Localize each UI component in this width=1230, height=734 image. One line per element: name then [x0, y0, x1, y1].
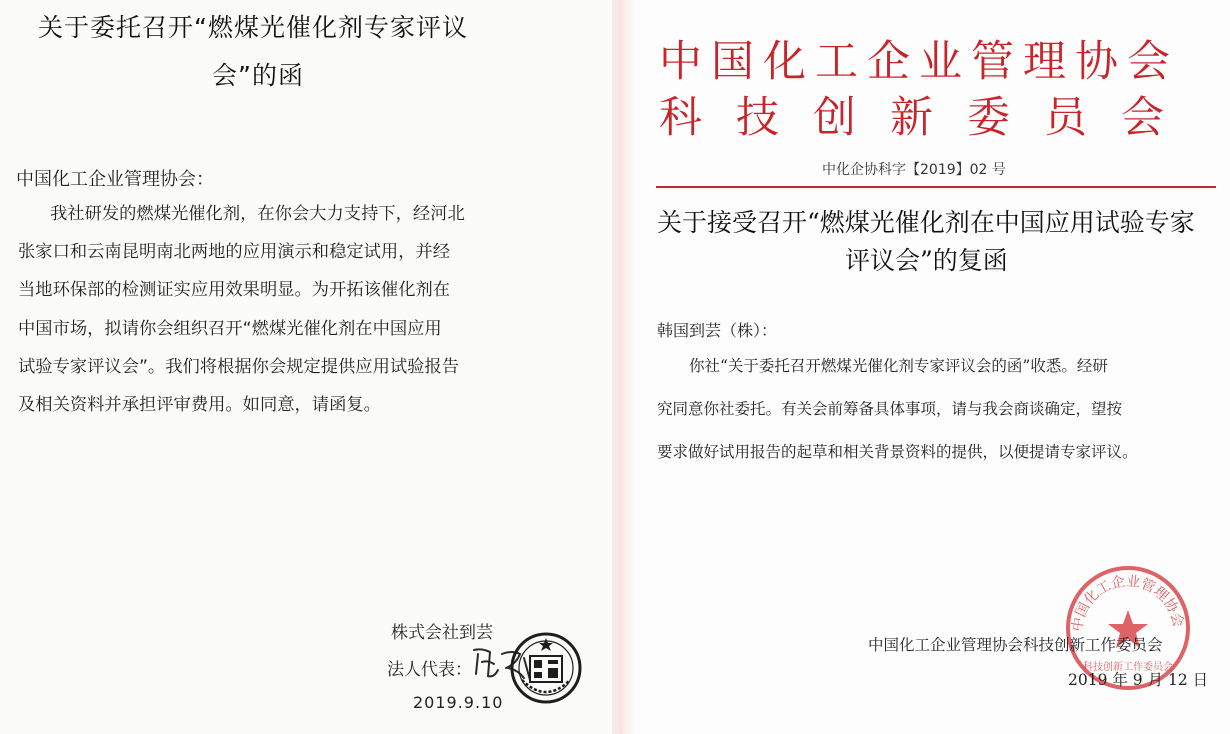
- left-body-line: 我社研发的燃煤光催化剂，在你会大力支持下，经河北: [50, 204, 465, 224]
- right-letter-body: [657, 345, 1217, 474]
- left-body-line: 试验专家评议会”。我们将根据你会规定提供应用试验报告: [18, 356, 459, 377]
- right-letter-date: 2019 年 9 月 12 日: [1068, 671, 1209, 689]
- letterhead-line1: 中国化工企业管理协会: [659, 37, 1179, 87]
- left-legal-rep-label: 法人代表：: [387, 660, 472, 680]
- left-body-line: 及相关资料并承担评审费用。如同意，请函复。: [18, 395, 381, 416]
- right-letter-title-line2: 评议会”的复函: [845, 246, 1008, 275]
- left-letter-salutation: 中国化工企业管理协会：: [16, 169, 214, 190]
- right-body-line: 你社“关于委托召开燃煤光催化剂专家评议会的函”收悉。经研: [689, 357, 1108, 375]
- seal-text-bottom: 科技创新工作委员会: [1083, 662, 1173, 673]
- left-letter-title-line1: 关于委托召开“燃煤光催化剂专家评议: [38, 13, 468, 42]
- right-body-line: 究同意你社委托。有关会前筹备具体事项，请与我会商谈确定，望按: [657, 400, 1123, 418]
- left-letter-date: 2019.9.10: [413, 693, 504, 712]
- left-body-line: 张家口和云南昆明南北两地的应用演示和稳定试用，并经: [18, 242, 451, 263]
- right-signatory: 中国化工企业管理协会科技创新工作委员会: [868, 636, 1163, 654]
- left-letter-body: [18, 195, 518, 424]
- letterhead-line2: 科技创新委员会: [659, 93, 1198, 143]
- left-body-line: 中国市场，拟请你会组织召开“燃煤光催化剂在中国应用: [18, 318, 442, 339]
- right-letter-salutation: 韩国到芸（株）：: [657, 321, 778, 340]
- left-signatory-org: 株式会社到芸: [391, 623, 493, 643]
- right-letter-title-line1: 关于接受召开“燃煤光催化剂在中国应用试验专家: [657, 208, 1195, 237]
- right-body-line: 要求做好试用报告的起草和相关背景资料的提供，以便提请专家评议。: [657, 443, 1138, 461]
- company-seal: [508, 630, 584, 706]
- left-letter-title-line2: 会”的函: [212, 61, 304, 90]
- left-body-line: 当地环保部的检测证实应用效果明显。为开拓该催化剂在: [18, 280, 451, 301]
- document-number: 中化企协科字【2019】02 号: [822, 162, 1006, 178]
- seal-text-top: 中国化工企业管理协会: [1069, 573, 1186, 633]
- left-edge-red-tint: [612, 0, 634, 734]
- letterhead-rule: [656, 186, 1216, 188]
